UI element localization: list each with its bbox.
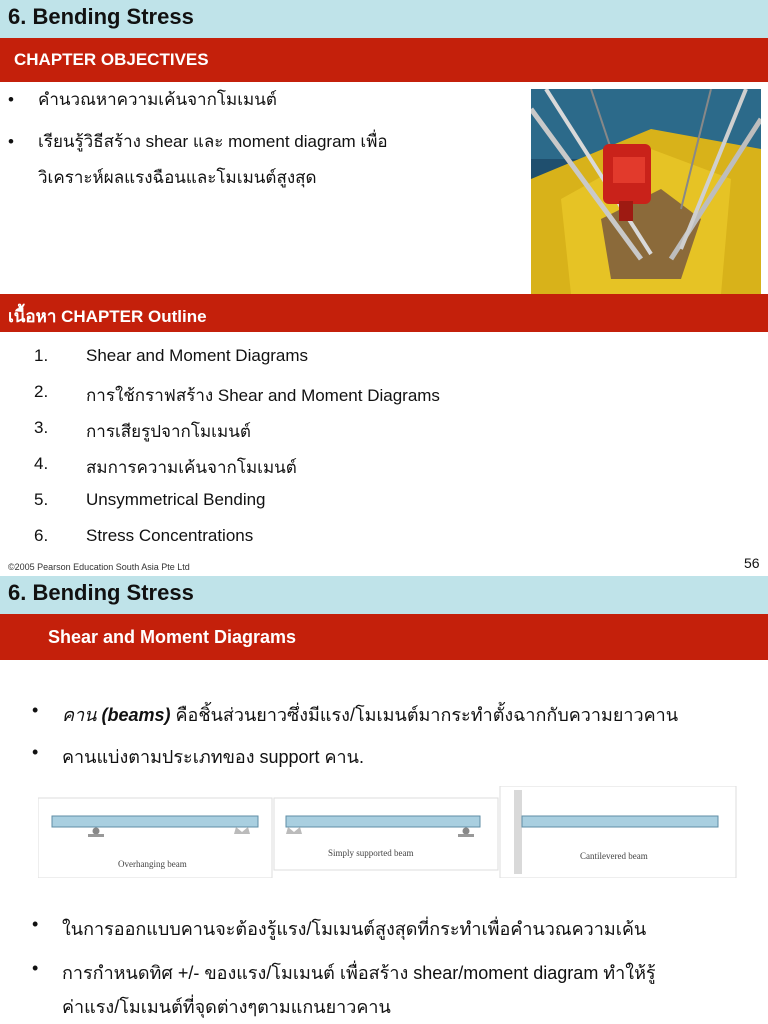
beams-term-en: (beams) [101, 705, 171, 725]
outline-header: เนื้อหา CHAPTER Outline [8, 307, 207, 326]
overhanging-beam-label: Overhanging beam [118, 859, 187, 869]
outline-item: 2. การใช้กราฟสร้าง Shear and Moment Diagrams [34, 382, 440, 405]
objective-item: • เรียนรู้วิธีสร้าง shear และ moment diagram เพื่อ [8, 124, 518, 160]
slide2-title: 6. Bending Stress [8, 580, 194, 605]
page-number: 56 [744, 555, 760, 571]
bullet-icon: • [32, 958, 39, 978]
objective-item: • คำนวณหาความเค้นจากโมเมนต์ [8, 82, 518, 118]
design-bullet: • ในการออกแบบคานจะต้องรู้แรง/โมเมนต์สูงสุดที่กระทำเพื่อคำนวณความเค้น [32, 914, 647, 939]
slide-2 [0, 576, 768, 1024]
objectives-header: CHAPTER OBJECTIVES [14, 50, 209, 69]
sign-convention-bullet: • การกำหนดทิศ +/- ของแรง/โมเมนต์ เพื่อสร้าง shear/moment diagram ทำให้รู้ [32, 958, 656, 983]
sign-convention-bullet-continued: ค่าแรง/โมเมนต์ที่จุดต่างๆตามแกนยาวคาน [62, 997, 391, 1017]
copyright: ©2005 Pearson Education South Asia Pte Ltd [8, 562, 190, 572]
cantilevered-beam-label: Cantilevered beam [580, 851, 648, 861]
section-header-bar [0, 614, 768, 660]
outline-header-bar [0, 294, 768, 332]
bullet-icon: • [32, 914, 39, 934]
bullet-icon: • [32, 742, 39, 762]
beam-support-bullet: • คานแบ่งตามประเภทของ support คาน. [32, 742, 364, 767]
bullet-icon: • [8, 132, 14, 151]
simply-supported-beam-label: Simply supported beam [328, 848, 414, 858]
slide1-title: 6. Bending Stress [8, 4, 194, 29]
beam-types-figure [38, 786, 738, 878]
slide1-title-bar [0, 0, 768, 38]
outline-item: 3. การเสียรูปจากโมเมนต์ [34, 418, 251, 441]
bullet-icon: • [32, 700, 39, 720]
section-header: Shear and Moment Diagrams [48, 627, 297, 647]
outline-item: 1. Shear and Moment Diagrams [34, 346, 309, 365]
offshore-rig-photo [531, 89, 761, 294]
outline-item: 4. สมการความเค้นจากโมเมนต์ [34, 454, 297, 477]
slide2-title-bar [0, 576, 768, 614]
objective-item-continued: วิเคราะห์ผลแรงฉือนและโมเมนต์สูงสุด [38, 168, 317, 187]
objectives-header-bar [0, 38, 768, 82]
outline-item: 6. Stress Concentrations [34, 526, 254, 545]
outline-item: 5. Unsymmetrical Bending [34, 490, 266, 509]
beam-definition-bullet: • คาน (beams) คือชิ้นส่วนยาวซึ่งมีแรง/โมเมนต์มากระทำตั้งฉากกับความยาวคาน [32, 700, 679, 725]
beams-term-thai: คาน [62, 705, 97, 725]
bullet-icon: • [8, 90, 14, 109]
